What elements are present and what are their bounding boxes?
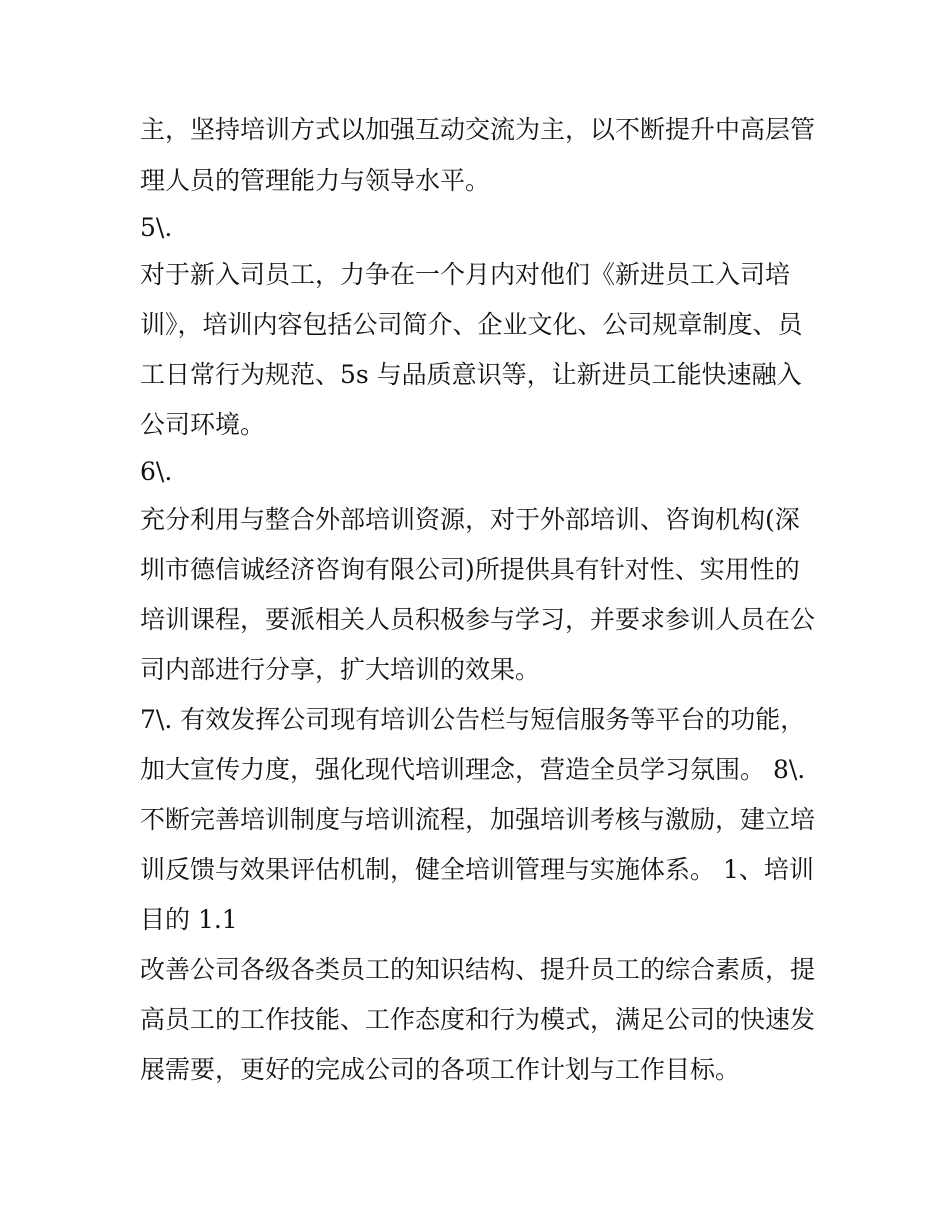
text-line: 改善公司各级各类员工的知识结构、提升员工的综合素质，提 — [140, 955, 816, 984]
text-line: 高员工的工作技能、工作态度和行为模式，满足公司的快速发 — [140, 1005, 816, 1034]
text-line: 加大宣传力度，强化现代培训理念，营造全员学习氛围。 8\. — [140, 755, 806, 784]
text-line: 7\. 有效发挥公司现有培训公告栏与短信服务等平台的功能， — [140, 705, 806, 734]
text-line: 训反馈与效果评估机制，健全培训管理与实施体系。 1、培训 — [140, 855, 814, 884]
text-line: 训》，培训内容包括公司简介、企业文化、公司规章制度、员 — [140, 310, 803, 339]
text-line: 6\. — [140, 457, 173, 486]
text-line: 培训课程，要派相关人员积极参与学习，并要求参训人员在公 — [140, 605, 816, 634]
text-line: 主，坚持培训方式以加强互动交流为主，以不断提升中高层管 — [140, 115, 816, 144]
text-line: 对于新入司员工，力争在一个月内对他们《新进员工入司培 — [140, 260, 791, 289]
text-line: 充分利用与整合外部培训资源，对于外部培训、咨询机构(深 — [140, 505, 800, 534]
text-line: 5\. — [140, 213, 173, 242]
text-line: 展需要，更好的完成公司的各项工作计划与工作目标。 — [140, 1055, 741, 1084]
text-line: 理人员的管理能力与领导水平。 — [140, 166, 491, 195]
text-line: 工日常行为规范、5s 与品质意识等，让新进员工能快速融入 — [140, 360, 802, 389]
text-line: 目的 1.1 — [140, 905, 238, 934]
text-line: 圳市德信诚经济咨询有限公司)所提供具有针对性、实用性的 — [140, 555, 800, 584]
text-line: 司内部进行分享，扩大培训的效果。 — [140, 655, 541, 684]
text-line: 公司环境。 — [140, 410, 266, 439]
text-line: 不断完善培训制度与培训流程，加强培训考核与激励，建立培 — [140, 805, 816, 834]
